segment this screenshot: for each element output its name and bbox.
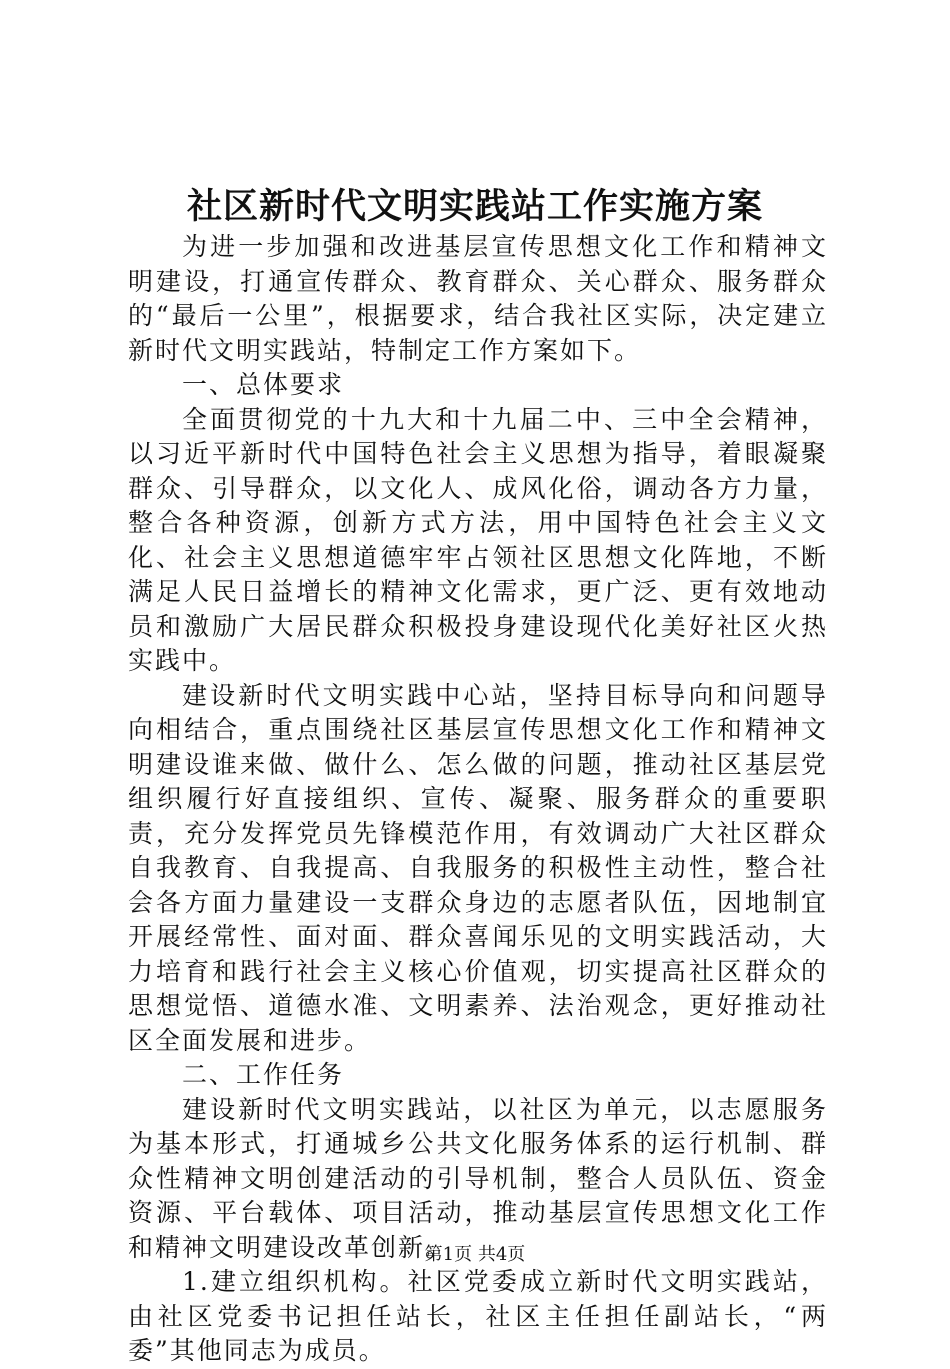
- paragraph-intro: 为进一步加强和改进基层宣传思想文化工作和精神文明建设，打通宣传群众、教育群众、关心群众、服务群众的“最后一公里”，根据要求，结合我社区实际，决定建立新时代文明实践站，特制定工作方案如下。: [128, 232, 828, 365]
- section-heading-general-requirements: 一、总体要求: [182, 370, 345, 399]
- paragraph-organization: 1.建立组织机构。社区党委成立新时代文明实践站，由社区党委书记担任站长，社区主任担任副站长，“两委”其他同志为成员。: [128, 1267, 828, 1365]
- document-body: [128, 230, 828, 1369]
- document-title: 社区新时代文明实践站工作实施方案: [186, 186, 763, 227]
- paragraph-general-requirements: 全面贯彻党的十九大和十九届二中、三中全会精神，以习近平新时代中国特色社会主义思想为指导，着眼凝聚群众、引导群众，以文化人、成风化俗，调动各方力量，整合各种资源，创新方式方法，用中国特色社会主义文化、社会主义思想道德牢牢占领社区思想文化阵地，不断满足人民日益增长的精神文化需求，更广泛、更有效地动员和激励广大居民群众积极投身建设现代化美好社区火热实践中。: [128, 404, 828, 675]
- page-footer: 第1页 共4页: [424, 1244, 526, 1265]
- paragraph-work-tasks: 建设新时代文明实践站，以社区为单元，以志愿服务为基本形式，打通城乡公共文化服务体系的运行机制、群众性精神文明创建活动的引导机制，整合人员队伍、资金资源、平台载体、项目活动，推动基层宣传思想文化工作和精神文明建设改革创新。: [128, 1094, 828, 1262]
- section-heading-work-tasks: 二、工作任务: [182, 1060, 345, 1089]
- paragraph-practice-center: 建设新时代文明实践中心站，坚持目标导向和问题导向相结合，重点围绕社区基层宣传思想文化工作和精神文明建设谁来做、做什么、怎么做的问题，推动社区基层党组织履行好直接组织、宣传、凝聚、服务群众的重要职责，充分发挥党员先锋模范作用，有效调动广大社区群众自我教育、自我提高、自我服务的积极性主动性，整合社会各方面力量建设一支群众身边的志愿者队伍，因地制宜开展经常性、面对面、群众喜闻乐见的文明实践活动，大力培育和践行社会主义核心价值观，切实提高社区群众的思想觉悟、道德水准、文明素养、法治观念，更好推动社区全面发展和进步。: [128, 680, 828, 1055]
